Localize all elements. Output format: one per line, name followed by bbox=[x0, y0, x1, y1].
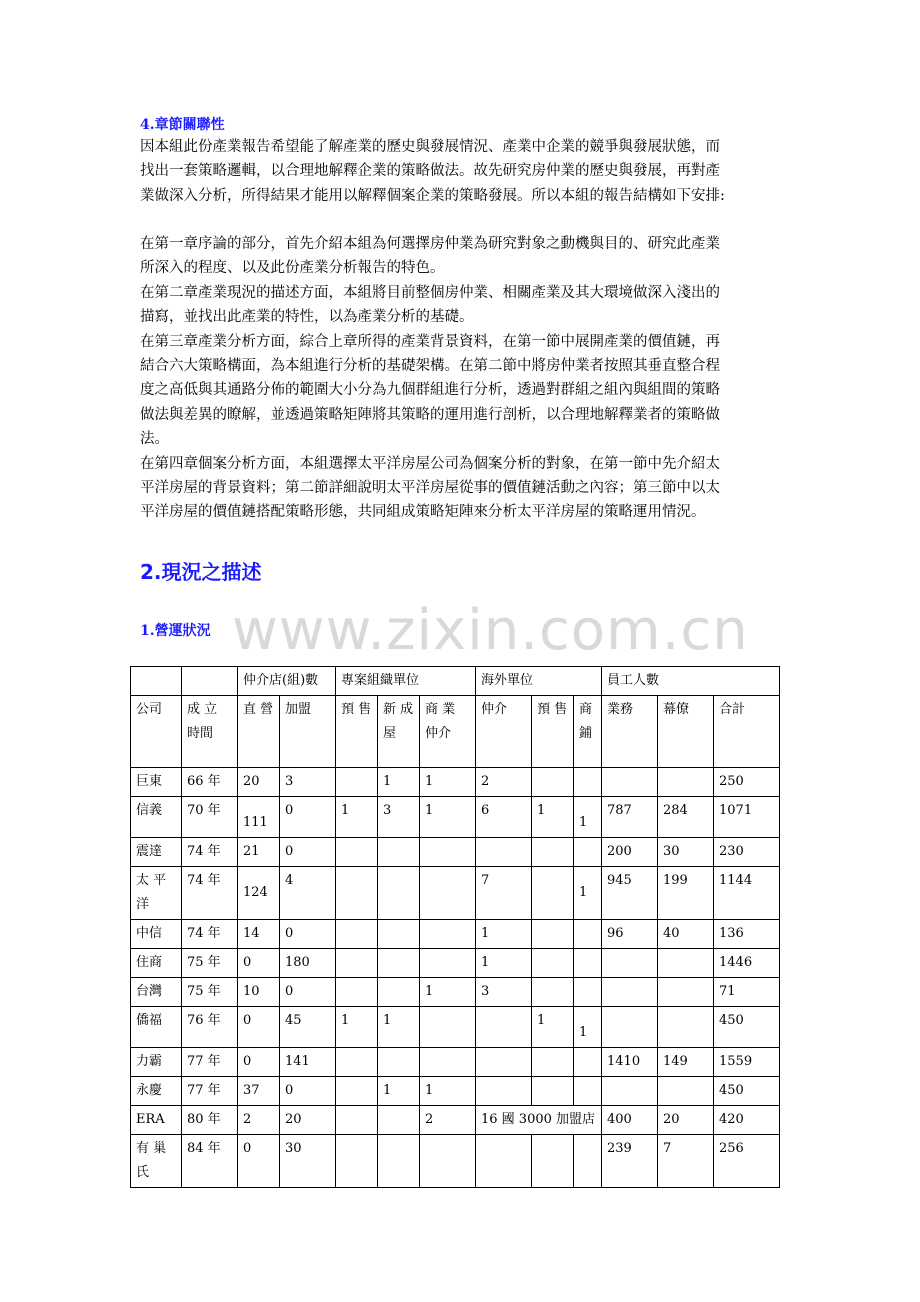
table-cell: 21 bbox=[238, 838, 280, 867]
table-cell: 75 年 bbox=[182, 978, 238, 1007]
table-cell: 0 bbox=[280, 920, 336, 949]
table-cell: 有 巢 氏 bbox=[131, 1135, 182, 1188]
table-row bbox=[131, 949, 780, 978]
table-cell bbox=[476, 1007, 532, 1048]
table-cell bbox=[532, 1077, 574, 1106]
chapter-line: 法。 bbox=[140, 431, 169, 448]
table-cell bbox=[574, 978, 602, 1007]
table-cell: 1 bbox=[420, 1077, 476, 1106]
table-cell bbox=[532, 1048, 574, 1077]
table-cell: 1 bbox=[532, 797, 574, 838]
table-cell bbox=[336, 1077, 378, 1106]
table-cell bbox=[532, 867, 574, 920]
table-cell bbox=[476, 1135, 532, 1188]
table-cell: 1 bbox=[336, 797, 378, 838]
chapter-line: 在第一章序論的部分，首先介紹本組為何選擇房仲業為研究對象之動機與目的、研究此產業 bbox=[140, 236, 720, 252]
table-cell: 2 bbox=[420, 1106, 476, 1135]
table-cell: 66 年 bbox=[182, 768, 238, 797]
table-cell bbox=[602, 1007, 658, 1048]
table-cell: 1 bbox=[378, 768, 420, 797]
table-cell: 太 平 洋 bbox=[131, 867, 182, 920]
col-header: 成 立 時間 bbox=[182, 696, 238, 768]
table-cell: 1446 bbox=[714, 949, 780, 978]
table-cell bbox=[658, 1077, 714, 1106]
table-cell: 40 bbox=[658, 920, 714, 949]
table-cell bbox=[336, 1106, 378, 1135]
table-cell: 14 bbox=[238, 920, 280, 949]
table-cell: 84 年 bbox=[182, 1135, 238, 1188]
table-cell: 77 年 bbox=[182, 1077, 238, 1106]
table-cell: 1144 bbox=[714, 867, 780, 920]
table-cell: 420 bbox=[714, 1106, 780, 1135]
chapter-line: 平洋房屋的價值鏈搭配策略形態，共同組成策略矩陣來分析太平洋房屋的策略運用情況。 bbox=[140, 504, 706, 521]
table-cell bbox=[378, 920, 420, 949]
table-row bbox=[131, 838, 780, 867]
table-cell: 450 bbox=[714, 1077, 780, 1106]
table-cell: 2 bbox=[238, 1106, 280, 1135]
table-cell: 400 bbox=[602, 1106, 658, 1135]
chapter-line: 平洋房屋的背景資料；第二節詳細說明太平洋房屋從事的價值鏈活動之內容；第三節中以太 bbox=[140, 480, 720, 497]
table-cell bbox=[602, 978, 658, 1007]
table-cell bbox=[658, 768, 714, 797]
table-cell bbox=[378, 1135, 420, 1188]
table-cell: 1 bbox=[420, 768, 476, 797]
table-cell: 199 bbox=[658, 867, 714, 920]
sub-heading: 1.營運狀況 bbox=[140, 623, 211, 639]
table-cell: 信義 bbox=[131, 797, 182, 838]
table-cell bbox=[574, 920, 602, 949]
chapter-line: 在第二章產業現況的描述方面，本組將目前整個房仲業、相關產業及其大環境做深入淺出的 bbox=[140, 284, 720, 301]
table-cell: 0 bbox=[238, 949, 280, 978]
cell-value: 124 bbox=[243, 885, 268, 900]
table-cell: 7 bbox=[476, 867, 532, 920]
table-cell: 45 bbox=[280, 1007, 336, 1048]
table-cell bbox=[574, 1007, 602, 1048]
table-cell: 1 bbox=[476, 949, 532, 978]
group-header: 員工人數 bbox=[602, 667, 780, 696]
table-cell: 2 bbox=[476, 768, 532, 797]
operations-table bbox=[130, 666, 780, 1188]
table-cell: 450 bbox=[714, 1007, 780, 1048]
table-cell: 71 bbox=[714, 978, 780, 1007]
table-cell bbox=[336, 1135, 378, 1188]
column-header-row bbox=[131, 696, 780, 768]
table-cell: 1 bbox=[532, 1007, 574, 1048]
table-row bbox=[131, 1106, 780, 1135]
table-cell: 6 bbox=[476, 797, 532, 838]
table-cell bbox=[238, 797, 280, 838]
table-cell: 20 bbox=[280, 1106, 336, 1135]
table-cell: 4 bbox=[280, 867, 336, 920]
chapter-line: 結合六大策略構面，為本組進行分析的基礎架構。在第二節中將房仲業者按照其垂直整合程 bbox=[140, 358, 720, 375]
table-cell: 1 bbox=[420, 797, 476, 838]
table-cell bbox=[532, 978, 574, 1007]
group-header: 海外單位 bbox=[476, 667, 602, 696]
table-cell: 787 bbox=[602, 797, 658, 838]
cell-value: 111 bbox=[243, 815, 268, 830]
table-cell: 239 bbox=[602, 1135, 658, 1188]
table-cell: 0 bbox=[238, 1007, 280, 1048]
table-cell: 1559 bbox=[714, 1048, 780, 1077]
col-header: 商 業 仲介 bbox=[420, 696, 476, 768]
table-cell bbox=[532, 838, 574, 867]
table-cell: 74 年 bbox=[182, 920, 238, 949]
table-cell bbox=[420, 920, 476, 949]
table-cell: 1 bbox=[378, 1007, 420, 1048]
table-cell: 96 bbox=[602, 920, 658, 949]
table-cell bbox=[378, 1106, 420, 1135]
table-cell: 中信 bbox=[131, 920, 182, 949]
table-row bbox=[131, 1077, 780, 1106]
table-cell: 3 bbox=[280, 768, 336, 797]
table-cell bbox=[420, 867, 476, 920]
table-cell: 3 bbox=[476, 978, 532, 1007]
table-cell bbox=[602, 768, 658, 797]
table-cell: 70 年 bbox=[182, 797, 238, 838]
intro-paragraph bbox=[140, 135, 790, 208]
table-cell: 0 bbox=[280, 1077, 336, 1106]
group-header: 專案組織單位 bbox=[336, 667, 476, 696]
table-cell bbox=[420, 1048, 476, 1077]
table-cell bbox=[336, 768, 378, 797]
col-header: 商 鋪 bbox=[574, 696, 602, 768]
table-cell bbox=[336, 949, 378, 978]
table-cell: 141 bbox=[280, 1048, 336, 1077]
table-cell bbox=[574, 1048, 602, 1077]
chapter-paragraphs bbox=[140, 232, 790, 525]
group-header-row bbox=[131, 667, 780, 696]
table-cell: 149 bbox=[658, 1048, 714, 1077]
table-cell: 74 年 bbox=[182, 838, 238, 867]
table-cell: 1 bbox=[336, 1007, 378, 1048]
table-cell: 住商 bbox=[131, 949, 182, 978]
table-cell: 0 bbox=[238, 1135, 280, 1188]
intro-line: 因本組此份產業報告希望能了解產業的歷史與發展情況、產業中企業的競爭與發展狀態，而 bbox=[140, 139, 720, 155]
table-cell: 7 bbox=[658, 1135, 714, 1188]
table-cell bbox=[238, 867, 280, 920]
cell-value: 1 bbox=[579, 815, 588, 830]
table-cell bbox=[336, 920, 378, 949]
chapter-line: 所深入的程度、以及此份產業分析報告的特色。 bbox=[140, 260, 445, 277]
table-cell: 945 bbox=[602, 867, 658, 920]
col-header: 公司 bbox=[131, 696, 182, 768]
table-cell: 75 年 bbox=[182, 949, 238, 978]
table-cell bbox=[574, 1135, 602, 1188]
table-cell: 180 bbox=[280, 949, 336, 978]
table-cell: 30 bbox=[280, 1135, 336, 1188]
table-cell: 0 bbox=[280, 797, 336, 838]
section-heading: 4.章節關聯性 bbox=[140, 117, 225, 133]
table-cell bbox=[658, 949, 714, 978]
table-cell: 0 bbox=[280, 978, 336, 1007]
table-cell bbox=[602, 949, 658, 978]
table-cell: 震達 bbox=[131, 838, 182, 867]
table-cell: 10 bbox=[238, 978, 280, 1007]
table-cell bbox=[420, 1135, 476, 1188]
chapter-line: 做法與差異的瞭解，並透過策略矩陣將其策略的運用進行剖析，以合理地解釋業者的策略做 bbox=[140, 406, 720, 423]
table-cell bbox=[378, 978, 420, 1007]
table-cell bbox=[476, 838, 532, 867]
table-cell bbox=[574, 867, 602, 920]
col-header: 預 售 bbox=[532, 696, 574, 768]
table-cell bbox=[378, 1048, 420, 1077]
table-row bbox=[131, 920, 780, 949]
header-cell bbox=[182, 667, 238, 696]
table-cell bbox=[476, 1048, 532, 1077]
table-cell bbox=[532, 949, 574, 978]
table-cell bbox=[420, 838, 476, 867]
table-cell bbox=[602, 1077, 658, 1106]
table-cell: 巨東 bbox=[131, 768, 182, 797]
col-header: 新 成 屋 bbox=[378, 696, 420, 768]
table-cell: 256 bbox=[714, 1135, 780, 1188]
main-heading: 2.現況之描述 bbox=[140, 560, 262, 584]
table-cell bbox=[378, 867, 420, 920]
table-cell bbox=[532, 1135, 574, 1188]
col-header: 合計 bbox=[714, 696, 780, 768]
table-cell: 37 bbox=[238, 1077, 280, 1106]
table-row bbox=[131, 797, 780, 838]
table-cell bbox=[420, 1007, 476, 1048]
watermark: www.zixin.com.cn bbox=[232, 598, 749, 663]
table-cell bbox=[378, 838, 420, 867]
chapter-line: 在第四章個案分析方面，本組選擇太平洋房屋公司為個案分析的對象，在第一節中先介紹太 bbox=[140, 455, 720, 472]
table-row bbox=[131, 978, 780, 1007]
col-header: 直 營 bbox=[238, 696, 280, 768]
table-cell: 77 年 bbox=[182, 1048, 238, 1077]
table-cell: 台灣 bbox=[131, 978, 182, 1007]
table-cell: 1 bbox=[378, 1077, 420, 1106]
table-cell: 30 bbox=[658, 838, 714, 867]
cell-value: 1 bbox=[579, 885, 588, 900]
table-cell: 80 年 bbox=[182, 1106, 238, 1135]
table-cell bbox=[420, 949, 476, 978]
table-cell: 1 bbox=[420, 978, 476, 1007]
table-cell bbox=[476, 1077, 532, 1106]
col-header: 仲介 bbox=[476, 696, 532, 768]
table-cell: 230 bbox=[714, 838, 780, 867]
table-cell bbox=[378, 949, 420, 978]
table-row bbox=[131, 1135, 780, 1188]
table-cell bbox=[532, 768, 574, 797]
col-header: 業務 bbox=[602, 696, 658, 768]
table-cell: 200 bbox=[602, 838, 658, 867]
table-cell: 永慶 bbox=[131, 1077, 182, 1106]
col-header: 加盟 bbox=[280, 696, 336, 768]
table-cell bbox=[574, 949, 602, 978]
table-cell: 僑福 bbox=[131, 1007, 182, 1048]
table-cell: 76 年 bbox=[182, 1007, 238, 1048]
col-header: 預 售 bbox=[336, 696, 378, 768]
table-cell bbox=[336, 867, 378, 920]
table-cell bbox=[658, 1007, 714, 1048]
intro-line: 業做深入分析，所得結果才能用以解釋個案企業的策略發展。所以本組的報告結構如下安排: bbox=[140, 187, 725, 204]
table-row bbox=[131, 867, 780, 920]
chapter-line: 描寫，並找出此產業的特性，以為產業分析的基礎。 bbox=[140, 309, 474, 326]
chapter-line: 度之高低與其通路分佈的範圍大小分為九個群組進行分析，透過對群組之組內與組間的策略 bbox=[140, 382, 720, 399]
table-cell: 136 bbox=[714, 920, 780, 949]
table-cell: ERA bbox=[131, 1106, 182, 1135]
table-cell bbox=[336, 838, 378, 867]
table-cell: 284 bbox=[658, 797, 714, 838]
group-header: 仲介店(組)數 bbox=[238, 667, 336, 696]
table-cell bbox=[336, 1048, 378, 1077]
chapter-line: 在第三章產業分析方面，綜合上章所得的產業背景資料，在第一節中展開產業的價值鏈，再 bbox=[140, 333, 720, 350]
table-cell: 3 bbox=[378, 797, 420, 838]
table-cell: 250 bbox=[714, 768, 780, 797]
table-cell bbox=[532, 920, 574, 949]
table-cell: 0 bbox=[280, 838, 336, 867]
table-cell: 力霸 bbox=[131, 1048, 182, 1077]
table-cell bbox=[574, 1077, 602, 1106]
col-header: 幕僚 bbox=[658, 696, 714, 768]
table-cell bbox=[658, 978, 714, 1007]
table-cell: 20 bbox=[238, 768, 280, 797]
table-cell: 1410 bbox=[602, 1048, 658, 1077]
table-cell: 16 國 3000 加盟店 bbox=[476, 1106, 602, 1135]
table-cell: 1071 bbox=[714, 797, 780, 838]
table-row bbox=[131, 768, 780, 797]
table-cell: 74 年 bbox=[182, 867, 238, 920]
table-cell bbox=[336, 978, 378, 1007]
table-row bbox=[131, 1007, 780, 1048]
table-cell bbox=[574, 838, 602, 867]
table-row bbox=[131, 1048, 780, 1077]
header-cell bbox=[131, 667, 182, 696]
table-cell bbox=[574, 768, 602, 797]
table-cell: 1 bbox=[476, 920, 532, 949]
cell-value: 1 bbox=[579, 1025, 588, 1040]
table-cell: 20 bbox=[658, 1106, 714, 1135]
intro-line: 找出一套策略邏輯，以合理地解釋企業的策略做法。故先研究房仲業的歷史與發展，再對產 bbox=[140, 163, 720, 180]
table-cell bbox=[574, 797, 602, 838]
table-cell: 0 bbox=[238, 1048, 280, 1077]
